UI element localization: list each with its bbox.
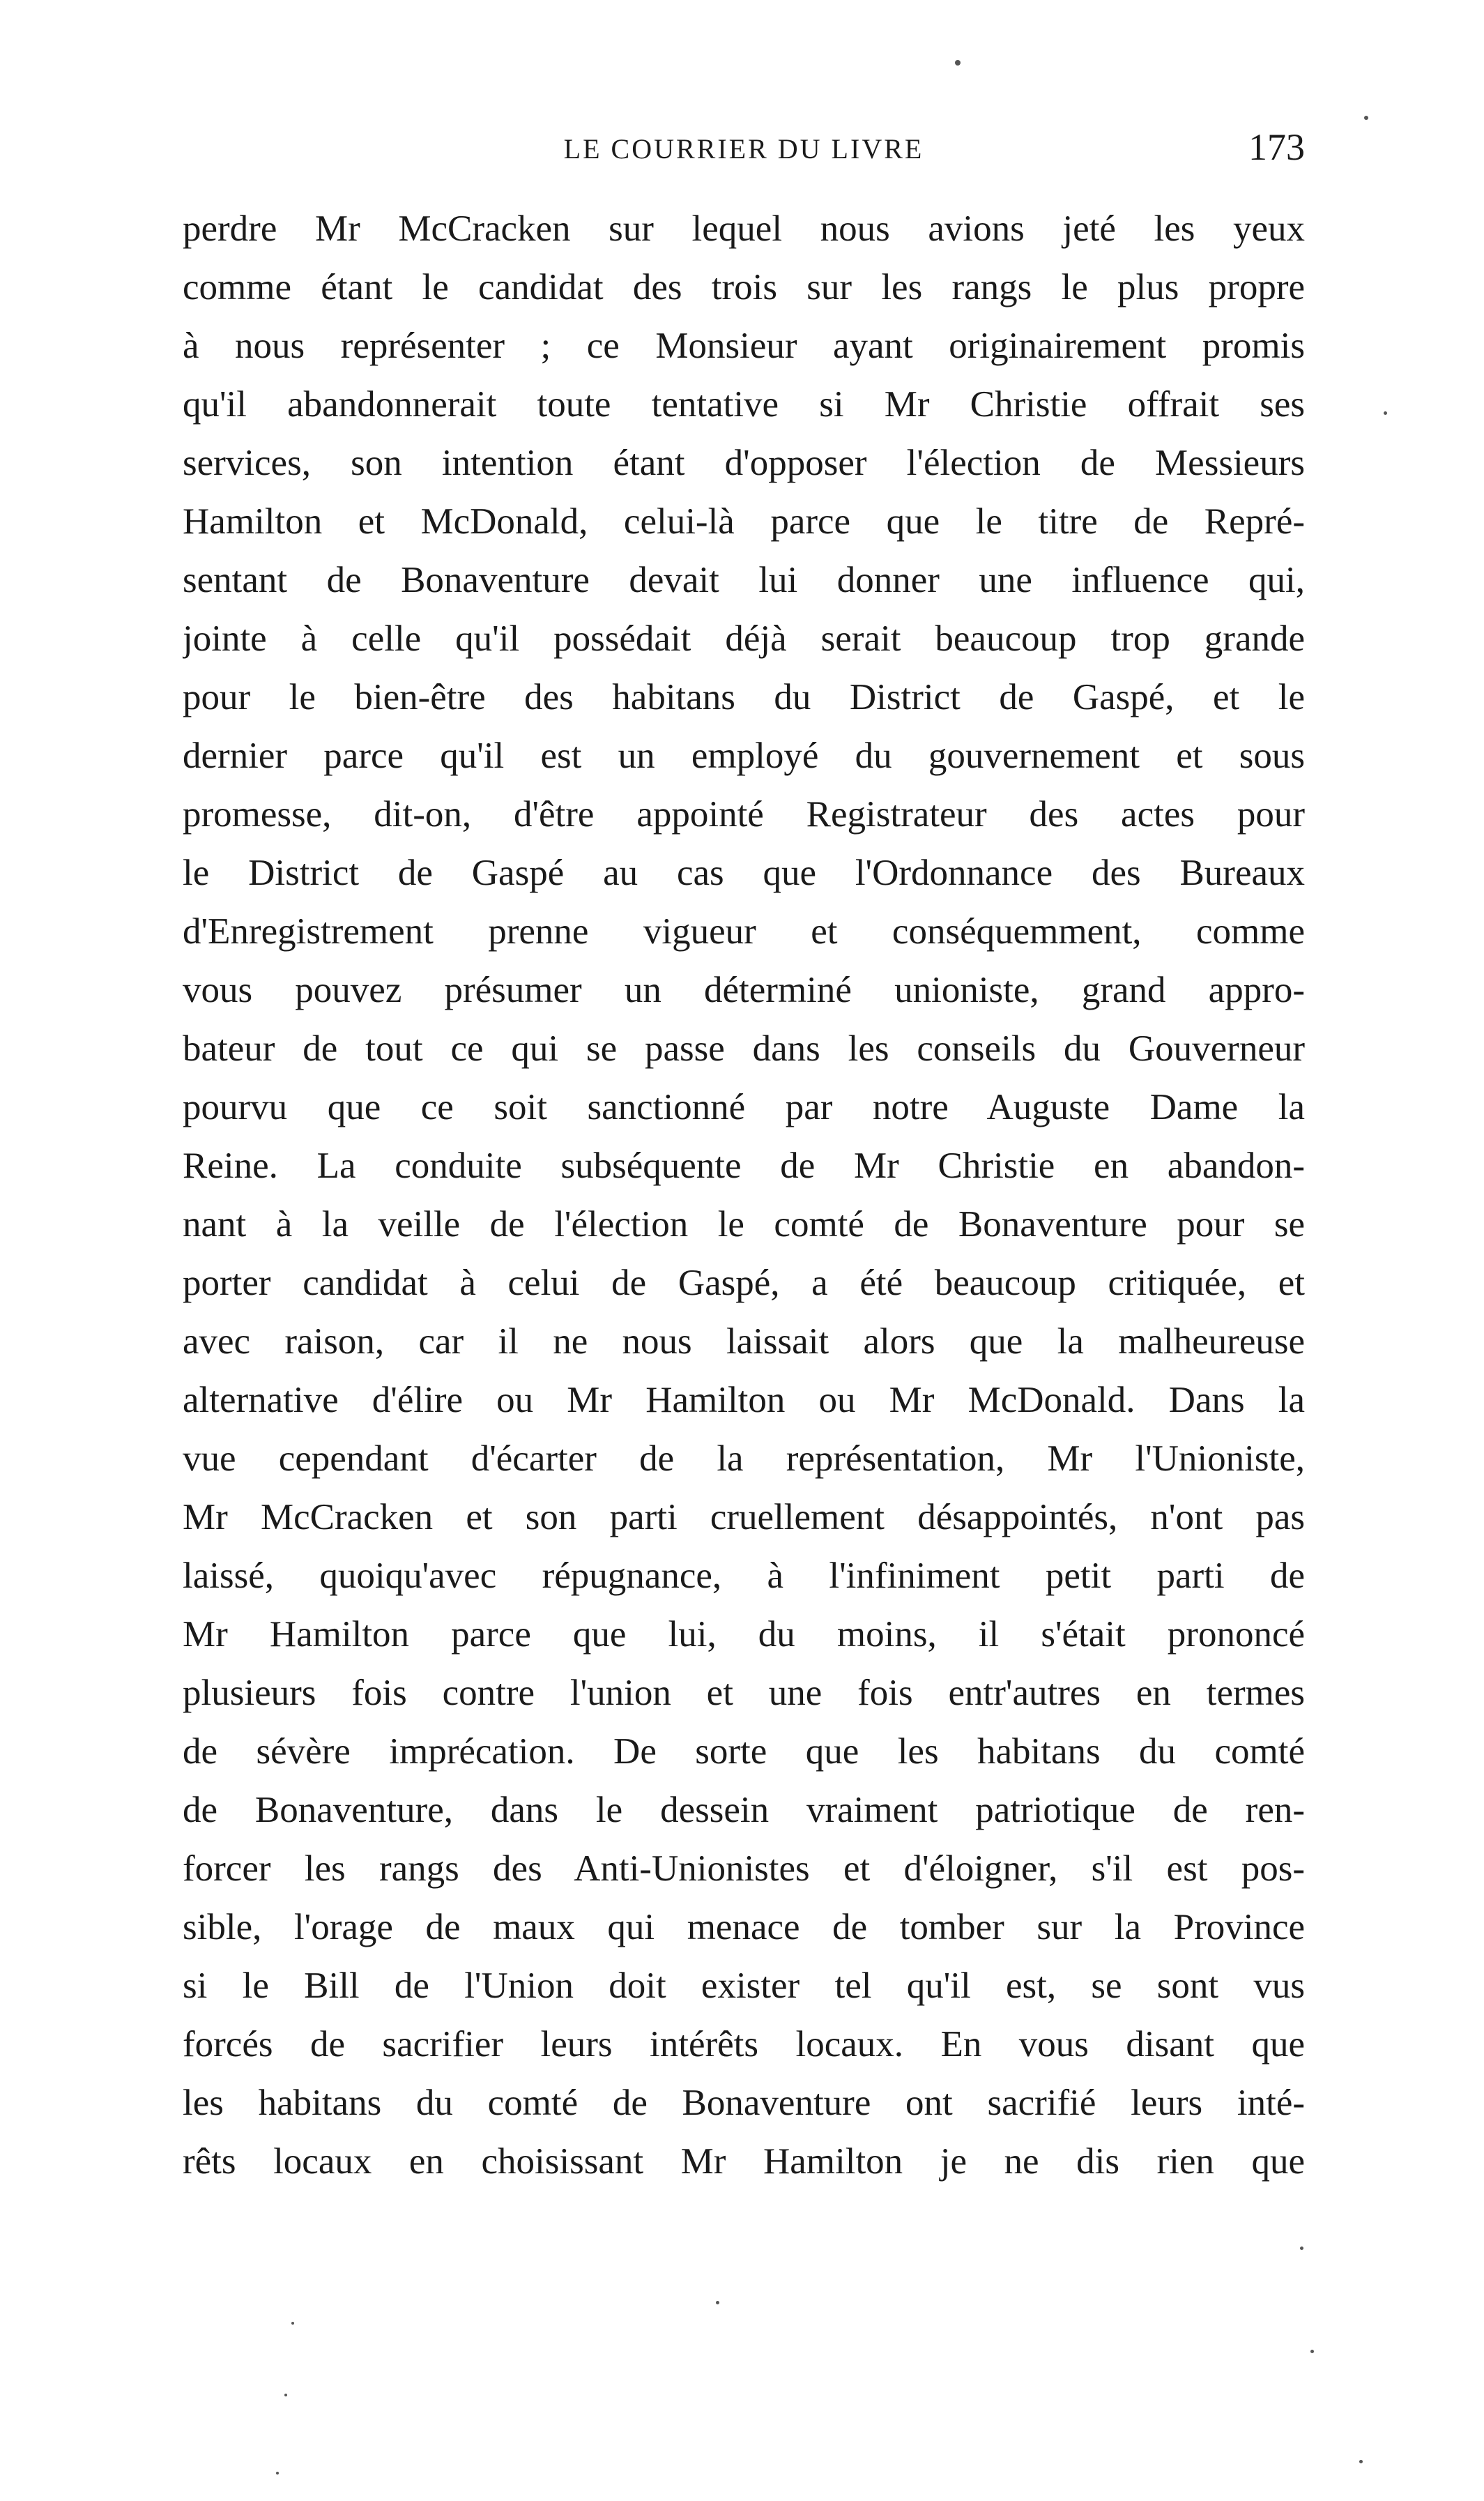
text-line: nant à la veille de l'élection le comté de Bonaventure pour se — [183, 1204, 1305, 1245]
text-line: promesse, dit-on, d'être appointé Registrateur des actes pour — [183, 794, 1305, 835]
text-line: perdre Mr McCracken sur lequel nous avions jeté les yeux — [183, 208, 1305, 249]
text-line: si le Bill de l'Union doit exister tel qu'il est, se sont vus — [183, 1966, 1305, 2006]
scan-speck — [276, 2472, 279, 2475]
text-line: qu'il abandonnerait toute tentative si Mr Christie offrait ses — [183, 384, 1305, 425]
running-header — [183, 123, 1305, 178]
text-line: à nous représenter ; ce Monsieur ayant originairement promis — [183, 326, 1305, 366]
text-line: jointe à celle qu'il possédait déjà serait beaucoup trop grande — [183, 618, 1305, 659]
scan-speck — [284, 2394, 287, 2396]
body-text — [183, 199, 1305, 2191]
running-title: LE COURRIER DU LIVRE — [563, 133, 924, 165]
text-line: plusieurs fois contre l'union et une fois entr'autres en termes — [183, 1673, 1305, 1713]
text-line: forcés de sacrifier leurs intérêts locaux. En vous disant que — [183, 2024, 1305, 2065]
scan-speck — [1300, 2247, 1303, 2250]
page-number: 173 — [1248, 126, 1305, 168]
scan-speck — [716, 2301, 719, 2304]
text-line: pourvu que ce soit sanctionné par notre Auguste Dame la — [183, 1087, 1305, 1127]
text-line: porter candidat à celui de Gaspé, a été beaucoup critiquée, et — [183, 1263, 1305, 1303]
text-line: les habitans du comté de Bonaventure ont sacrifié leurs inté- — [183, 2083, 1305, 2123]
text-line: vous pouvez présumer un déterminé unioniste, grand appro- — [183, 970, 1305, 1010]
scan-speck — [1364, 116, 1368, 120]
text-line: Mr Hamilton parce que lui, du moins, il s'était prononcé — [183, 1614, 1305, 1655]
scan-speck — [291, 2322, 294, 2325]
scan-speck — [1359, 2460, 1363, 2463]
text-line: Hamilton et McDonald, celui-là parce que le titre de Repré- — [183, 501, 1305, 542]
scan-speck — [1310, 2350, 1314, 2353]
text-line: Mr McCracken et son parti cruellement désappointés, n'ont pas — [183, 1497, 1305, 1537]
text-line: Reine. La conduite subséquente de Mr Christie en abandon- — [183, 1146, 1305, 1186]
text-line: dernier parce qu'il est un employé du gouvernement et sous — [183, 736, 1305, 776]
scan-speck — [955, 60, 961, 66]
text-line: rêts locaux en choisissant Mr Hamilton je ne dis rien que — [183, 2141, 1305, 2182]
text-line: alternative d'élire ou Mr Hamilton ou Mr McDonald. Dans la — [183, 1380, 1305, 1420]
scan-speck — [1384, 411, 1387, 415]
text-line: forcer les rangs des Anti-Unionistes et d'éloigner, s'il est pos- — [183, 1848, 1305, 1889]
text-line: comme étant le candidat des trois sur les rangs le plus propre — [183, 267, 1305, 307]
text-line: le District de Gaspé au cas que l'Ordonnance des Bureaux — [183, 853, 1305, 893]
text-line: vue cependant d'écarter de la représentation, Mr l'Unioniste, — [183, 1438, 1305, 1479]
text-line: pour le bien-être des habitans du District de Gaspé, et le — [183, 677, 1305, 717]
text-line: d'Enregistrement prenne vigueur et conséquemment, comme — [183, 911, 1305, 952]
text-line: avec raison, car il ne nous laissait alors que la malheureuse — [183, 1321, 1305, 1362]
text-line: de sévère imprécation. De sorte que les habitans du comté — [183, 1731, 1305, 1772]
text-line: sentant de Bonaventure devait lui donner une influence qui, — [183, 560, 1305, 600]
text-line: sible, l'orage de maux qui menace de tomber sur la Province — [183, 1907, 1305, 1947]
text-line: bateur de tout ce qui se passe dans les conseils du Gouverneur — [183, 1028, 1305, 1069]
text-line: services, son intention étant d'opposer l'élection de Messieurs — [183, 443, 1305, 483]
text-line: de Bonaventure, dans le dessein vraiment patriotique de ren- — [183, 1790, 1305, 1830]
text-line: laissé, quoiqu'avec répugnance, à l'infiniment petit parti de — [183, 1556, 1305, 1596]
